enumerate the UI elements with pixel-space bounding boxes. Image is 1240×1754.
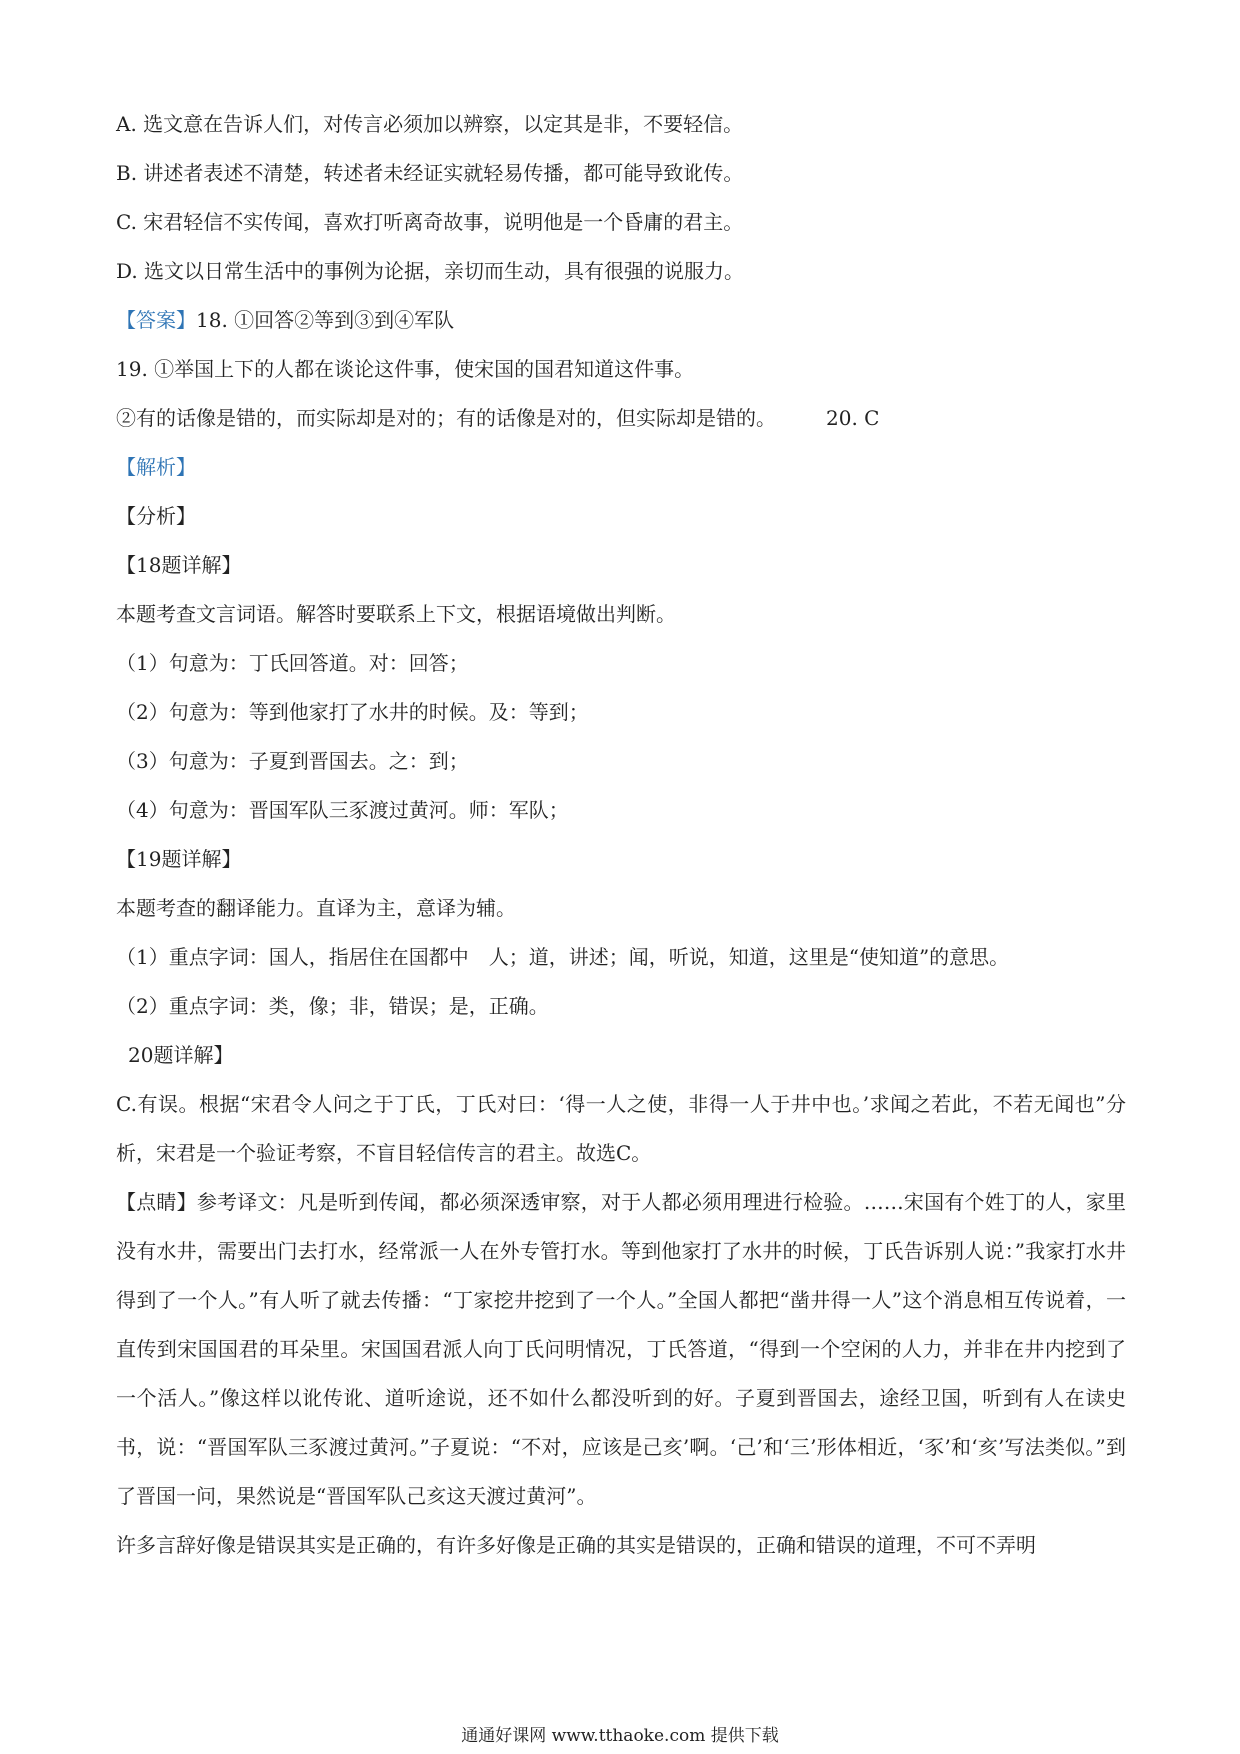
dianjing-last-line: 许多言辞好像是错误其实是正确的，有许多好像是正确的其实是错误的，正确和错误的道理，不可不弄明 bbox=[116, 1533, 1036, 1557]
option-d: D. 选文以日常生活中的事例为论据，亲切而生动，具有很强的说服力。 bbox=[116, 259, 745, 283]
answer-q19-2-line bbox=[116, 394, 1126, 443]
q19-heading: 【19题详解】 bbox=[116, 847, 242, 871]
q18-item-1: （1）句意为：丁氏回答道。对：回答； bbox=[116, 651, 469, 675]
option-c: C. 宋君轻信不实传闻，喜欢打听离奇故事，说明他是一个昏庸的君主。 bbox=[116, 210, 744, 234]
analysis-fenxi: 【分析】 bbox=[116, 504, 196, 528]
q18-intro: 本题考查文言词语。解答时要联系上下文，根据语境做出判断。 bbox=[116, 602, 676, 626]
analysis-label: 【解析】 bbox=[116, 455, 196, 479]
q18-item-3: （3）句意为：子夏到晋国去。之：到； bbox=[116, 749, 469, 773]
answer-q20: 20. C bbox=[826, 406, 880, 430]
answer-q19-1: 19. ①举国上下的人都在谈论这件事，使宋国的国君知道这件事。 bbox=[116, 357, 695, 381]
q19-intro: 本题考查的翻译能力。直译为主，意译为辅。 bbox=[116, 896, 516, 920]
dianjing-text: 参考译文：凡是听到传闻，都必须深透审察，对于人都必须用理进行检验。……宋国有个姓丁的人，家里没有水井，需要出门去打水，经常派一人在外专管打水。等到他家打了水井的时候，丁氏告诉别人说：”我家打水井得到了一个人。”有人听了就去传播：“丁家挖井挖到了一个人。”全国人都把“凿井得一人”这个消息相互传说着，一直传到宋国国君的耳朵里。宋国国君派人向丁氏问明情况，丁氏答道，“得到一个空闲的人力，并非在井内挖到了一个活人。”像这样以讹传讹、道听途说，还不如什么都没听到的好。子夏到晋国去，途经卫国，听到有人在读史书，说：“晋国军队三豕渡过黄河。”子夏说：“不对，应该是己亥’啊。‘己’和‘三’形体相近，‘豕’和‘亥’写法类似。”到了晋国一问，果然说是“晋国军队己亥这天渡过黄河”。 bbox=[116, 1190, 1127, 1508]
answer-q18: 18. ①回答②等到③到④军队 bbox=[196, 308, 455, 332]
option-a: A. 选文意在告诉人们，对传言必须加以辨察，以定其是非，不要轻信。 bbox=[116, 112, 744, 136]
answer-label: 【答案】 bbox=[116, 308, 196, 332]
dianjing-paragraph bbox=[116, 1178, 1126, 1521]
footer-source: 通通好课网 www.tthaoke.com 提供下载 bbox=[461, 1726, 779, 1746]
document-content bbox=[116, 100, 1126, 1570]
q18-item-4: （4）句意为：晋国军队三豕渡过黄河。师：军队； bbox=[116, 798, 569, 822]
q18-item-2: （2）句意为：等到他家打了水井的时候。及：等到； bbox=[116, 700, 589, 724]
option-b: B. 讲述者表述不清楚，转述者未经证实就轻易传播，都可能导致讹传。 bbox=[116, 161, 744, 185]
q20-text: C.有误。根据“宋君令人问之于丁氏，丁氏对曰：‘得一人之使，非得一人于井中也。’求闻之若此，不若无闻也”分析，宋君是一个验证考察，不盲目轻信传言的君主。故选C。 bbox=[116, 1092, 1126, 1165]
answer-line bbox=[116, 296, 1126, 345]
dianjing-label: 【点睛】 bbox=[116, 1190, 197, 1214]
q19-item-2: （2）重点字词：类，像；非，错误；是，正确。 bbox=[116, 994, 549, 1018]
answer-q19-2: ②有的话像是错的，而实际却是对的；有的话像是对的，但实际却是错的。 bbox=[116, 406, 776, 430]
q20-heading: 20题详解】 bbox=[128, 1043, 234, 1067]
q18-heading: 【18题详解】 bbox=[116, 553, 242, 577]
q19-item-1: （1）重点字词：国人，指居住在国都中 人；道，讲述；闻，听说，知道，这里是“使知道”的意思。 bbox=[116, 945, 1010, 969]
